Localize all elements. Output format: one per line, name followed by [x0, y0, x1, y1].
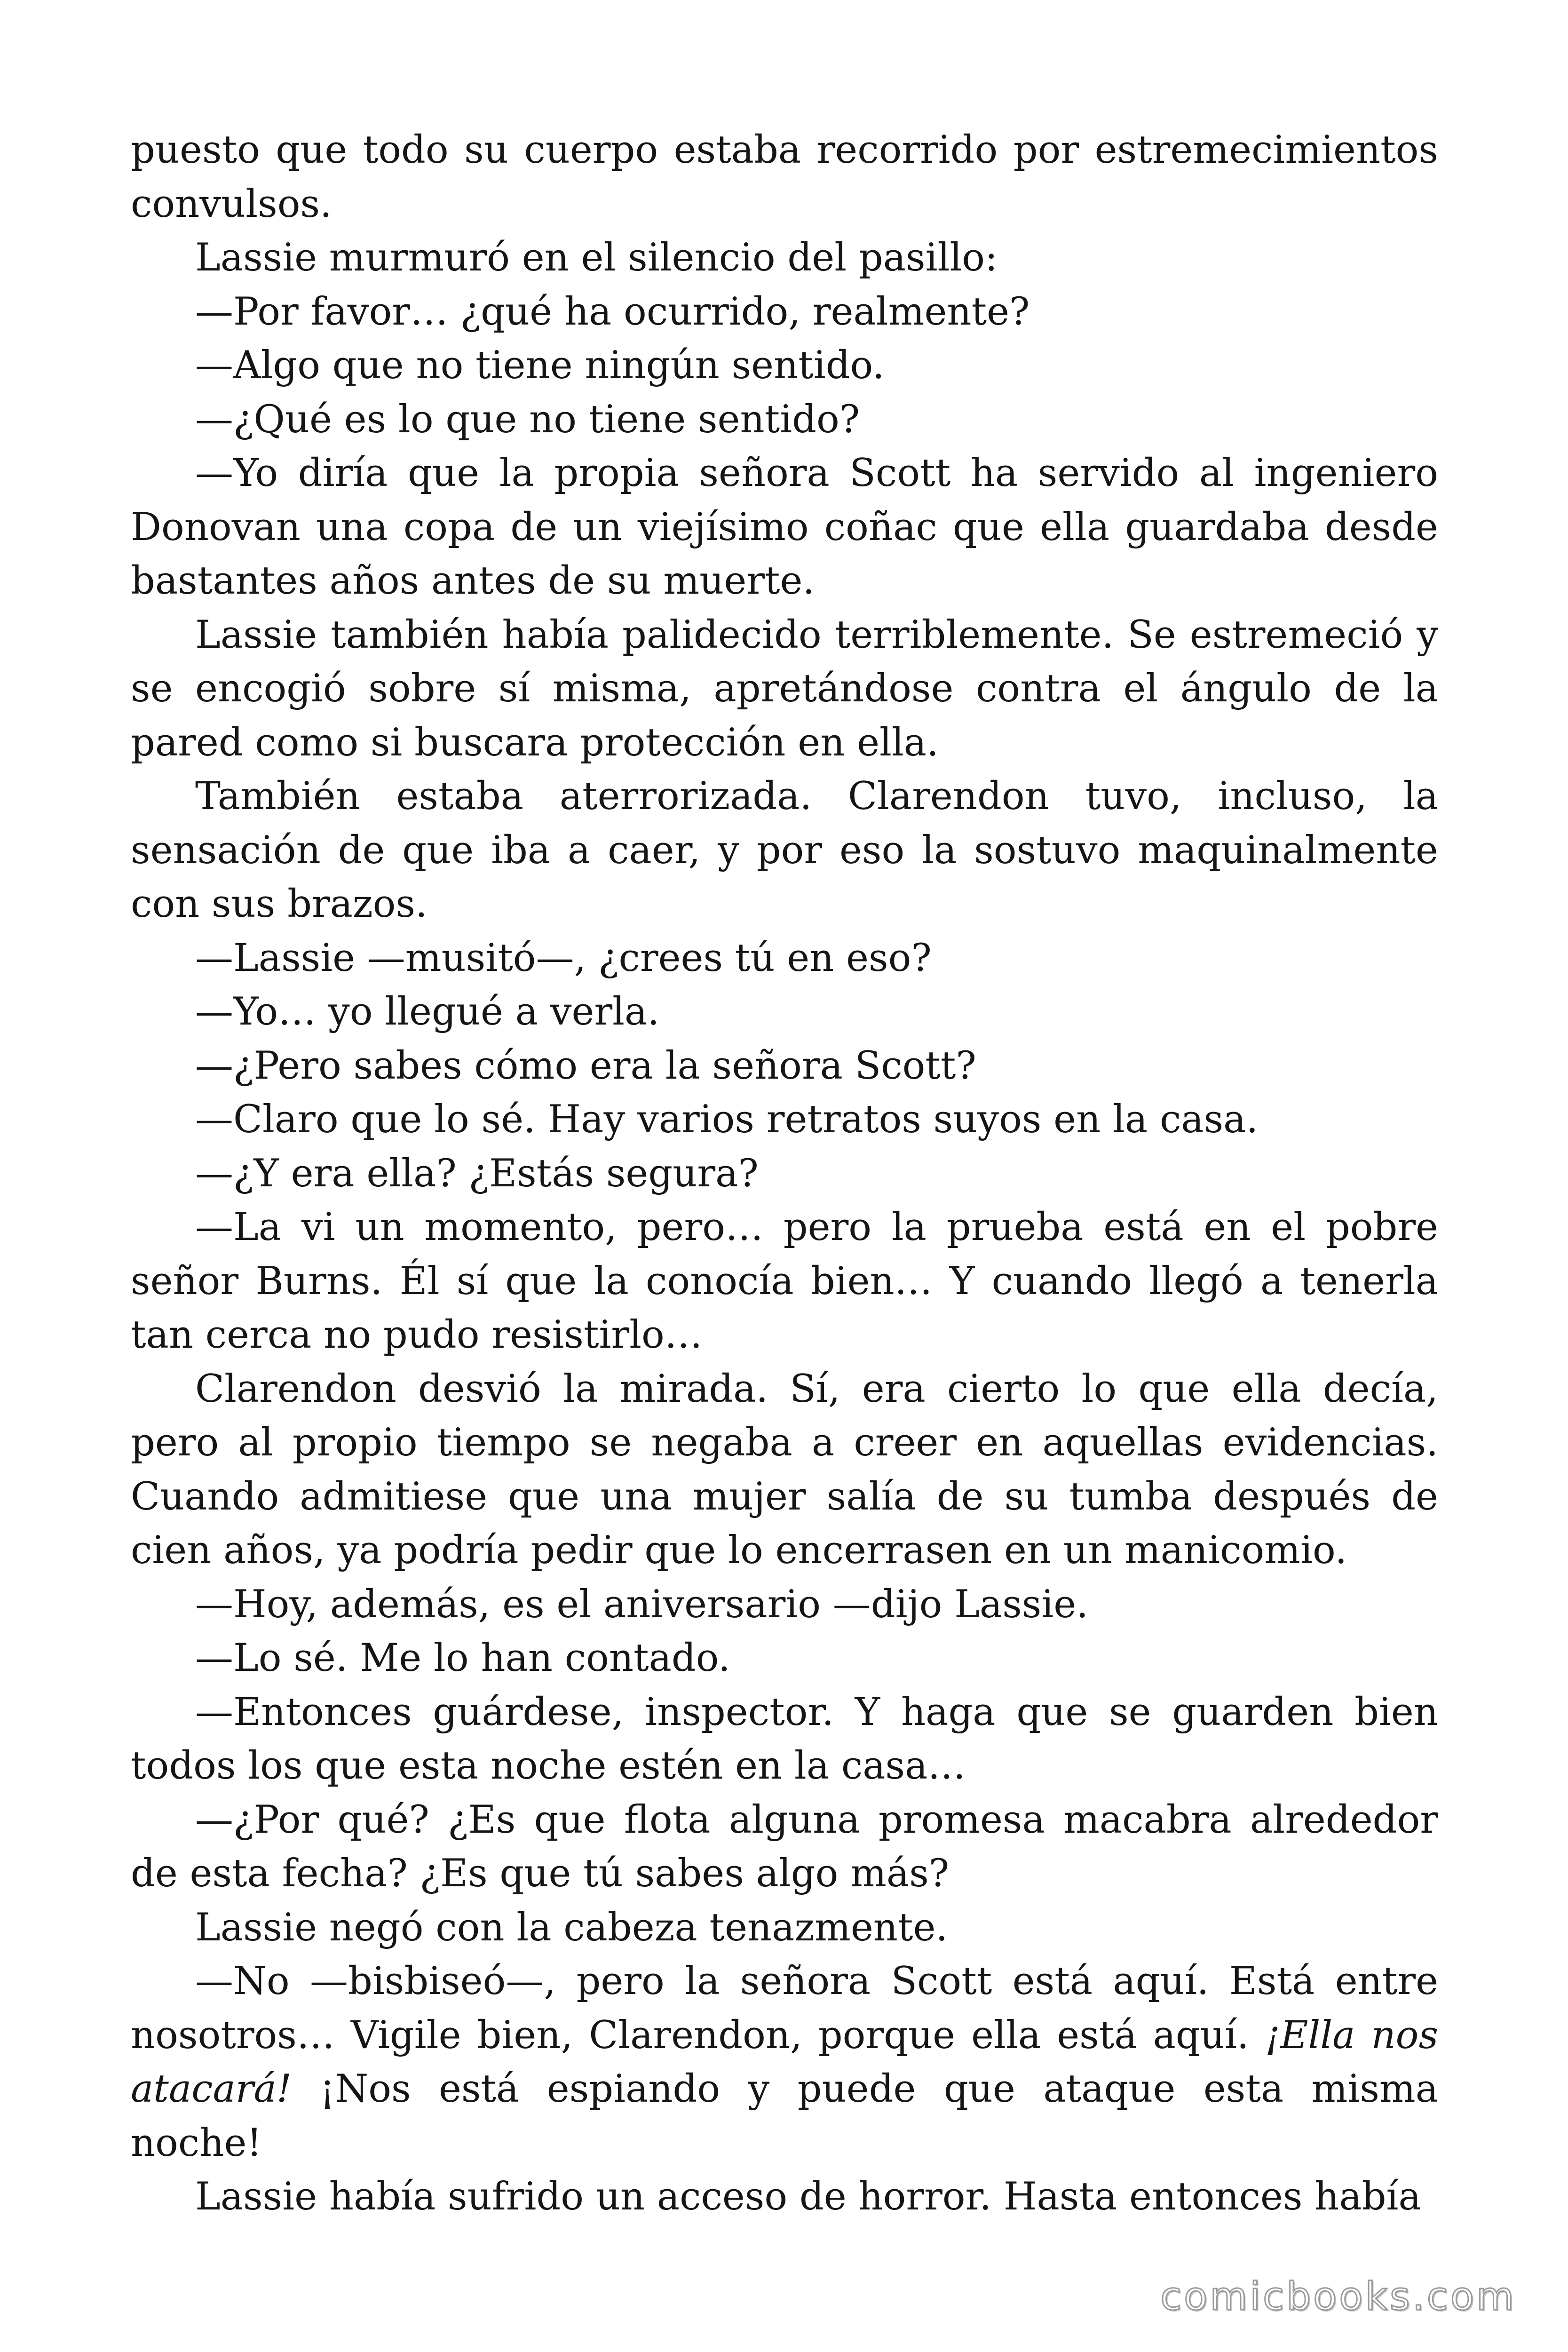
page-text [131, 123, 1438, 2224]
paragraph: Lassie murmuró en el silencio del pasillo: [195, 236, 998, 280]
paragraph: —¿Pero sabes cómo era la señora Scott? [195, 1043, 976, 1088]
paragraph: —Algo que no tiene ningún sentido. [195, 343, 885, 388]
watermark: comicbooks.com [1160, 2274, 1516, 2319]
paragraph: puesto que todo su cuerpo estaba recorrido por estremecimientos convulsos. [131, 128, 1438, 226]
paragraph: Lassie había sufrido un acceso de horror. Hasta entonces había [195, 2175, 1421, 2219]
paragraph: —Lo sé. Me lo han contado. [195, 1636, 730, 1680]
paragraph: —¿Y era ella? ¿Estás segura? [195, 1151, 759, 1196]
paragraph [131, 1955, 1438, 2170]
paragraph: —Por favor… ¿qué ha ocurrido, realmente? [195, 289, 1030, 334]
paragraph: —Hoy, además, es el aniversario —dijo Lassie. [195, 1582, 1088, 1627]
italic-text: ¡Ella nos atacará! [131, 2013, 1439, 2111]
paragraph-text: —No —bisbiseó—, pero la señora Scott está aquí. Está entre nosotros… Vigile bien, Clarendon, porque ella está aquí. [131, 1959, 1438, 2058]
paragraph: —Claro que lo sé. Hay varios retratos suyos en la casa. [195, 1097, 1259, 1142]
paragraph: Lassie también había palidecido terriblemente. Se estremeció y se encogió sobre sí misma, apretándose contra el ángulo de la pared como si buscara protección en ella. [131, 612, 1438, 765]
paragraph: Clarendon desvió la mirada. Sí, era cierto lo que ella decía, pero al propio tiempo se negaba a creer en aquellas evidencias. Cuando admitiese que una mujer salía de su tumba después de cien años, ya podría pedir que lo encerrasen en un manicomio. [131, 1367, 1438, 1573]
paragraph: —Entonces guárdese, inspector. Y haga que se guarden bien todos los que esta noche estén en la casa… [131, 1690, 1438, 1788]
paragraph: —Yo… yo llegué a verla. [195, 990, 660, 1034]
paragraph-text: ¡Nos está espiando y puede que ataque esta misma noche! [131, 2067, 1438, 2165]
paragraph: Lassie negó con la cabeza tenazmente. [195, 1905, 948, 1950]
paragraph: —¿Qué es lo que no tiene sentido? [195, 397, 860, 442]
paragraph: —Yo diría que la propia señora Scott ha servido al ingeniero Donovan una copa de un viejísimo coñac que ella guardaba desde bastantes años antes de su muerte. [131, 451, 1438, 603]
paragraph: También estaba aterrorizada. Clarendon tuvo, incluso, la sensación de que iba a caer, y por eso la sostuvo maquinalmente con sus brazos. [131, 774, 1438, 926]
paragraph: —Lassie —musitó—, ¿crees tú en eso? [195, 936, 932, 980]
paragraph: —La vi un momento, pero… pero la prueba está en el pobre señor Burns. Él sí que la conocía bien… Y cuando llegó a tenerla tan cerca no pudo resistirlo… [131, 1205, 1438, 1357]
paragraph: —¿Por qué? ¿Es que flota alguna promesa macabra alrededor de esta fecha? ¿Es que tú sabes algo más? [131, 1797, 1438, 1896]
